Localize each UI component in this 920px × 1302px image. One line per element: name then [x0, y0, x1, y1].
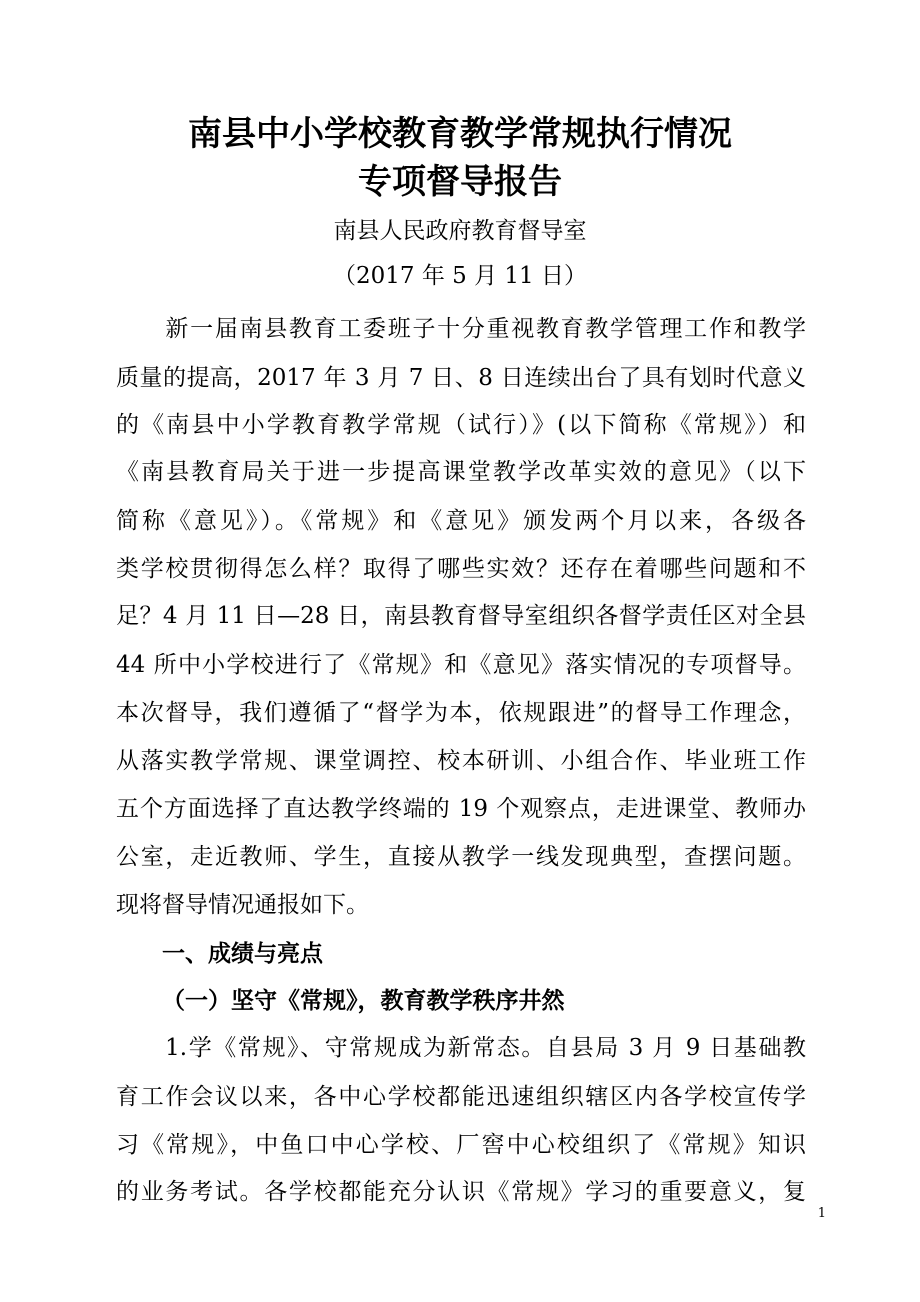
body-line: 习《常规》，中鱼口中心学校、厂窖中心校组织了《常规》知识 [116, 1132, 806, 1158]
body-line: 1.学《常规》、守常规成为新常态。自县局 3 月 9 日基础教 [116, 1035, 806, 1061]
intro-line: 足？4 月 11 日—28 日，南县教育督导室组织各督学责任区对全县 [116, 603, 806, 629]
intro-line: 现将督导情况通报如下。 [116, 892, 369, 918]
intro-line: 简称《意见》）。《常规》和《意见》颁发两个月以来，各级各 [116, 508, 806, 534]
document-title-line-1: 南县中小学校教育教学常规执行情况 [188, 114, 732, 154]
intro-line: 的《南县中小学教育教学常规（试行）》(以下简称《常规》）和 [116, 412, 806, 438]
intro-line: 从落实教学常规、课堂调控、校本研训、小组合作、毕业班工作 [116, 748, 806, 774]
subsection-heading: （一）坚守《常规》，教育教学秩序井然 [162, 988, 565, 1014]
intro-line: 公室，走近教师、学生，直接从教学一线发现典型，查摆问题。 [116, 844, 806, 870]
intro-line: 44 所中小学校进行了《常规》和《意见》落实情况的专项督导。 [116, 652, 806, 678]
body-line: 的业务考试。各学校都能充分认识《常规》学习的重要意义，复 [116, 1179, 806, 1205]
intro-line: 质量的提高，2017 年 3 月 7 日、8 日连续出台了具有划时代意义 [116, 365, 806, 391]
document-date: （2017 年 5 月 11 日） [333, 263, 587, 289]
intro-line: 本次督导，我们遵循了“督学为本，依规跟进”的督导工作理念， [116, 700, 806, 726]
intro-line: 五个方面选择了直达教学终端的 19 个观察点，走进课堂、教师办 [116, 796, 806, 822]
document-title-line-2: 专项督导报告 [358, 162, 562, 202]
intro-line: 新一届南县教育工委班子十分重视教育教学管理工作和教学 [116, 316, 806, 342]
body-line: 育工作会议以来，各中心学校都能迅速组织辖区内各学校宣传学 [116, 1084, 806, 1110]
page-number: 1 [817, 1206, 826, 1221]
section-heading: 一、成绩与亮点 [162, 941, 323, 967]
issuing-organization: 南县人民政府教育督导室 [333, 218, 587, 244]
intro-line: 类学校贯彻得怎么样？取得了哪些实效？还存在着哪些问题和不 [116, 556, 806, 582]
intro-line: 《南县教育局关于进一步提高课堂教学改革实效的意见》（以下 [116, 459, 806, 485]
